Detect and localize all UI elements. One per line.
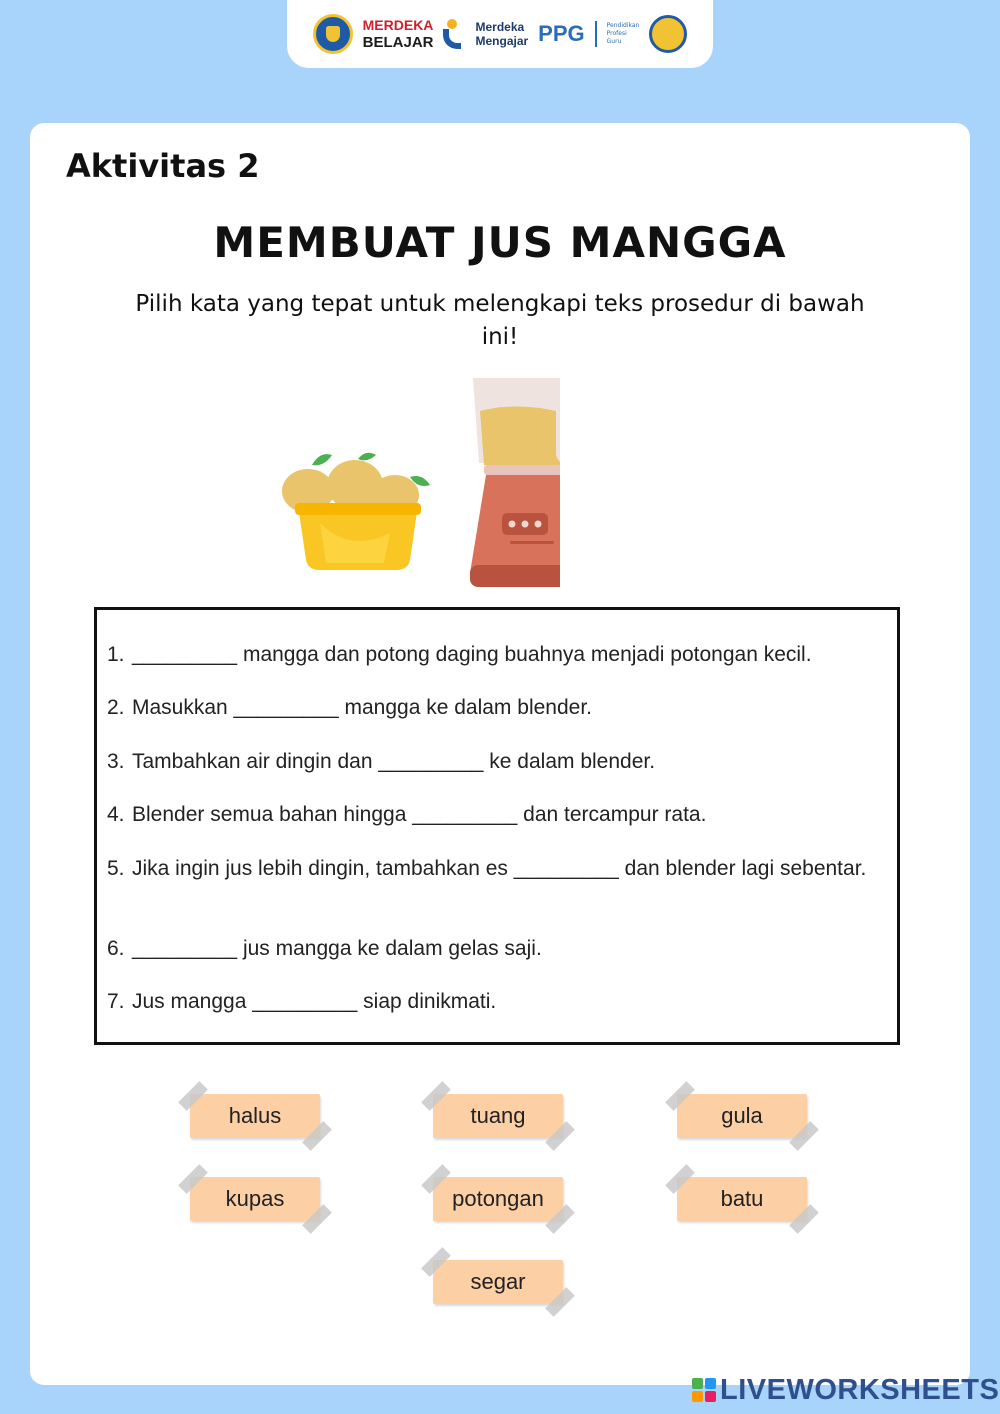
tape-decoration bbox=[178, 1081, 208, 1111]
question-item-2 bbox=[107, 695, 877, 721]
word-tile-label: gula bbox=[721, 1103, 763, 1128]
liveworksheets-wordmark: LIVEWORKSHEETS bbox=[720, 1373, 1000, 1406]
question-text[interactable]: _________ jus mangga ke dalam gelas saji. bbox=[132, 937, 542, 960]
question-number: 5. bbox=[107, 857, 125, 880]
tape-decoration bbox=[421, 1247, 451, 1277]
question-text[interactable]: Jika ingin jus lebih dingin, tambahkan es _________ dan blender lagi sebentar. bbox=[132, 857, 867, 880]
word-tile-potongan[interactable] bbox=[433, 1177, 563, 1221]
question-item-1 bbox=[107, 642, 877, 668]
question-text[interactable]: Jus mangga _________ siap dinikmati. bbox=[132, 990, 497, 1013]
tape-decoration bbox=[545, 1287, 575, 1317]
tape-decoration bbox=[302, 1121, 332, 1151]
tape-decoration bbox=[545, 1204, 575, 1234]
tape-decoration bbox=[178, 1164, 208, 1194]
question-text[interactable]: Blender semua bahan hingga _________ dan tercampur rata. bbox=[132, 803, 707, 826]
question-number: 6. bbox=[107, 937, 125, 960]
word-tile-batu[interactable] bbox=[677, 1177, 807, 1221]
word-tile-tuang[interactable] bbox=[433, 1094, 563, 1138]
word-tile-label: potongan bbox=[452, 1186, 544, 1211]
question-text[interactable]: Masukkan _________ mangga ke dalam blender. bbox=[132, 696, 592, 719]
tape-decoration bbox=[665, 1164, 695, 1194]
word-tile-label: halus bbox=[228, 1103, 282, 1128]
ppg-sub-line3: Guru bbox=[606, 38, 622, 45]
merdeka-mengajar-logo bbox=[475, 20, 528, 48]
university-emblem bbox=[649, 15, 687, 53]
procedure-text-box bbox=[94, 607, 900, 1045]
word-tile-label: tuang bbox=[470, 1103, 526, 1128]
question-number: 4. bbox=[107, 803, 125, 826]
logo-divider bbox=[595, 21, 597, 47]
mango-basket-image bbox=[282, 453, 430, 570]
liveworksheets-brand bbox=[692, 1374, 999, 1406]
tape-decoration bbox=[421, 1081, 451, 1111]
worksheet-instruction: Pilih kata yang tepat untuk melengkapi teks prosedur di bawah ini! bbox=[135, 291, 865, 350]
question-item-7 bbox=[107, 989, 877, 1015]
word-tile-label: segar bbox=[470, 1269, 526, 1294]
question-item-3 bbox=[107, 749, 877, 775]
question-number: 7. bbox=[107, 990, 125, 1013]
merdeka-mengajar-line2: Mengajar bbox=[475, 34, 529, 48]
word-tile-label: batu bbox=[720, 1186, 764, 1211]
ppg-subtitle bbox=[607, 22, 640, 46]
merdeka-mengajar-icon bbox=[443, 17, 465, 51]
merdeka-belajar-line2: BELAJAR bbox=[362, 34, 434, 51]
tape-decoration bbox=[421, 1164, 451, 1194]
ppg-logo-text: PPG bbox=[538, 21, 585, 46]
tape-decoration bbox=[302, 1204, 332, 1234]
word-tile-segar[interactable] bbox=[433, 1260, 563, 1304]
ppg-sub-line1: Pendidikan bbox=[606, 22, 640, 29]
tape-decoration bbox=[789, 1204, 819, 1234]
worksheet-title: MEMBUAT JUS MANGGA bbox=[213, 218, 787, 267]
merdeka-belajar-line1: MERDEKA bbox=[362, 17, 434, 33]
question-number: 1. bbox=[107, 643, 125, 666]
question-item-4 bbox=[107, 802, 877, 828]
merdeka-belajar-logo bbox=[363, 17, 434, 51]
question-number: 3. bbox=[107, 750, 125, 773]
liveworksheets-icon bbox=[692, 1378, 716, 1402]
question-number: 2. bbox=[107, 696, 125, 719]
tape-decoration bbox=[665, 1081, 695, 1111]
mango-blender-illustration bbox=[260, 373, 560, 593]
tut-wuri-handayani-logo bbox=[313, 14, 353, 54]
word-tile-halus[interactable] bbox=[190, 1094, 320, 1138]
activity-label: Aktivitas 2 bbox=[66, 147, 260, 185]
tape-decoration bbox=[545, 1121, 575, 1151]
ppg-sub-line2: Profesi bbox=[606, 30, 627, 37]
word-tile-kupas[interactable] bbox=[190, 1177, 320, 1221]
word-tile-gula[interactable] bbox=[677, 1094, 807, 1138]
question-item-6 bbox=[107, 936, 877, 962]
worksheet-card bbox=[30, 123, 970, 1385]
tape-decoration bbox=[789, 1121, 819, 1151]
partner-logos-bar bbox=[287, 0, 713, 68]
question-item-5 bbox=[107, 856, 877, 882]
merdeka-mengajar-line1: Merdeka bbox=[475, 20, 525, 34]
question-text[interactable]: _________ mangga dan potong daging buahnya menjadi potongan kecil. bbox=[132, 643, 812, 666]
word-tile-label: kupas bbox=[225, 1186, 285, 1211]
blender-image bbox=[470, 378, 560, 587]
question-text[interactable]: Tambahkan air dingin dan _________ ke dalam blender. bbox=[132, 750, 656, 773]
